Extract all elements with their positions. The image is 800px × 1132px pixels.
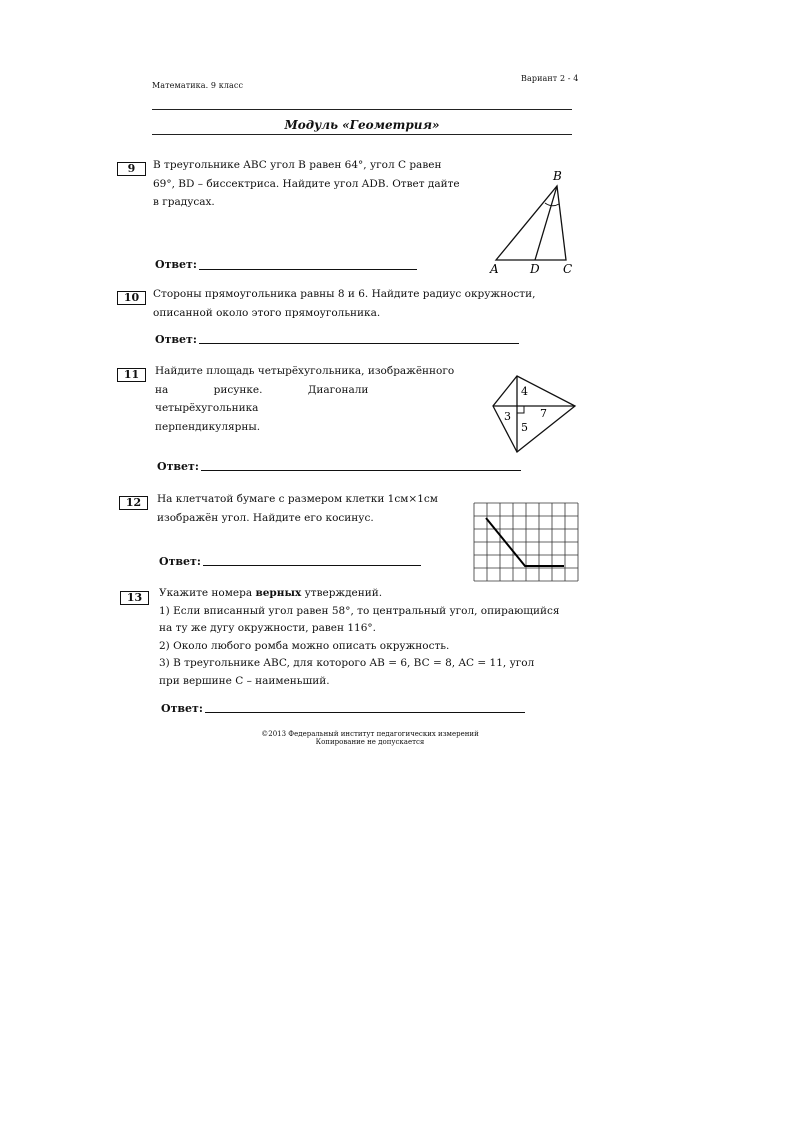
bisector-bd <box>535 186 557 260</box>
task-13-intro-pre: Укажите номера <box>159 587 256 599</box>
label-d: D <box>530 262 540 276</box>
label-7: 7 <box>540 407 547 420</box>
task-9-answer-label: Ответ: <box>155 258 197 271</box>
label-4: 4 <box>521 385 528 398</box>
task-13-intro <box>159 585 584 603</box>
task-11-text <box>155 362 483 436</box>
task-12-answer-line[interactable] <box>203 565 421 566</box>
header-rule-bottom <box>152 134 572 135</box>
triangle-figure <box>484 166 584 278</box>
label-b: B <box>553 169 562 183</box>
task-11-answer-label: Ответ: <box>157 460 199 473</box>
module-title: Модуль «Геометрия» <box>284 118 440 132</box>
task-13-intro-bold: верных <box>255 587 302 599</box>
grid-figure <box>473 502 579 582</box>
task-13-line: при вершине C – наименьший. <box>159 674 330 687</box>
task-10-line: Стороны прямоугольника равны 8 и 6. Найдите радиус окружности, <box>153 288 536 300</box>
footer-notice: Копирование не допускается <box>315 738 425 746</box>
task-11-answer-line[interactable] <box>201 470 521 471</box>
task-number-11: 11 <box>117 368 146 382</box>
task-number-12: 12 <box>119 496 148 510</box>
task-13-answer-line[interactable] <box>205 712 525 713</box>
task-13-line: 1) Если вписанный угол равен 58°, то центральный угол, опирающийся <box>159 604 560 617</box>
task-12-answer-label: Ответ: <box>159 555 201 568</box>
task-10-text <box>153 285 583 322</box>
task-9-line: 69°, BD – биссектриса. Найдите угол ADB. Ответ дайте <box>153 177 460 190</box>
task-13-line: на ту же дугу окружности, равен 116°. <box>159 622 376 634</box>
task-12-line: изображён угол. Найдите его косинус. <box>157 511 374 524</box>
label-5: 5 <box>521 421 528 434</box>
task-13-text <box>159 585 584 690</box>
subject-header: Математика. 9 класс <box>152 81 244 90</box>
task-12-text <box>157 490 469 527</box>
label-3: 3 <box>504 410 511 423</box>
task-12-line: На клетчатой бумаге с размером клетки 1см×1см <box>157 493 438 505</box>
task-13-line: 3) В треугольнике ABC, для которого AB = 6, BC = 8, AC = 11, угол <box>159 657 535 669</box>
task-13-answer-label: Ответ: <box>161 702 203 715</box>
task-9-line: в градусах. <box>153 196 215 208</box>
grid-paper <box>474 503 578 581</box>
label-a: A <box>490 262 499 276</box>
task-number-10: 10 <box>117 291 146 305</box>
task-9-answer-line[interactable] <box>199 269 417 270</box>
task-9-text <box>153 156 483 212</box>
task-10-answer-line[interactable] <box>199 343 519 344</box>
task-11-line: на рисунке. Диагонали четырёхугольника <box>155 383 369 414</box>
variant-header: Вариант 2 - 4 <box>521 74 579 83</box>
quadrilateral-figure <box>488 370 580 458</box>
triangle-abc <box>496 186 566 260</box>
task-9-line: В треугольнике ABC угол B равен 64°, угол C равен <box>153 159 442 171</box>
task-number-13: 13 <box>120 591 149 605</box>
label-c: C <box>563 262 573 276</box>
task-11-line: Найдите площадь четырёхугольника, изображённого <box>155 365 455 377</box>
footer <box>240 730 500 746</box>
task-13-line: 2) Около любого ромба можно описать окружность. <box>159 639 450 652</box>
header-rule-top <box>152 109 572 110</box>
footer-copyright: ©2013 Федеральный институт педагогических измерений <box>261 730 479 738</box>
task-11-line: перпендикулярны. <box>155 420 261 433</box>
task-number-9: 9 <box>117 162 146 176</box>
task-13-intro-post: утверждений. <box>301 587 383 599</box>
task-10-answer-label: Ответ: <box>155 333 197 346</box>
task-10-line: описанной около этого прямоугольника. <box>153 306 381 319</box>
right-angle-mark <box>517 406 524 413</box>
